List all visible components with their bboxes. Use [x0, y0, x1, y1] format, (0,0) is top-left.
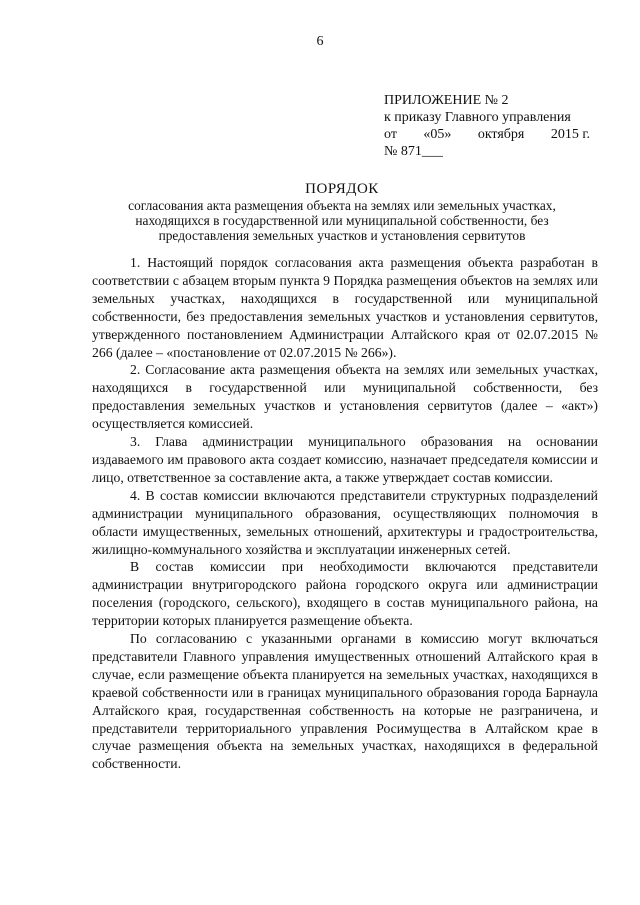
- paragraph: В состав комиссии при необходимости включаются представители администрации внутригородского района городского округа или администрации поселения (городского, сельского), входящего в состав муниципального района, на территории которых планируется размещение объекта.: [92, 559, 598, 629]
- paragraph: 3. Глава администрации муниципального образования на основании издаваемого им правового акта создает комиссию, назначает председателя комиссии и лицо, ответственное за составление акта, а также утверждает состав комиссии.: [92, 434, 598, 485]
- page-number: 6: [316, 34, 324, 49]
- appendix-number: № 871___: [384, 144, 443, 159]
- document-body: [92, 254, 598, 773]
- appendix-order-reference: к приказу Главного управления: [384, 110, 571, 125]
- date-prefix: от: [384, 127, 397, 142]
- paragraph: 1. Настоящий порядок согласования акта размещения объекта разработан в соответствии с абзацем вторым пункта 9 Порядка размещения объектов на землях или земельных участках, находящихся в государственной или муниципальной собственности, без предоставления земельных участков и установления сервитутов, утвержденного постановлением Администрации Алтайского края от 02.07.2015 № 266 (далее – «постановление от 02.07.2015 № 266»).: [92, 255, 598, 360]
- date-day: «05»: [423, 127, 452, 142]
- paragraph: 4. В состав комиссии включаются представители структурных подразделений администрации муниципального образования, осуществляющих полномочия в области имущественных, земельных отношений, архитектуры и градостроительства, жилищно-коммунального хозяйства и эксплуатации инженерных сетей.: [92, 487, 598, 557]
- date-month: октября: [477, 127, 525, 142]
- appendix-block: [384, 92, 590, 160]
- appendix-date: [384, 126, 590, 143]
- paragraph: 2. Согласование акта размещения объекта на землях или земельных участках, находящихся в государственной или муниципальной собственности, без предоставления земельных участков и установления сервитутов (далее – «акт») осуществляется комиссией.: [92, 362, 598, 432]
- appendix-title: ПРИЛОЖЕНИЕ № 2: [384, 93, 509, 108]
- document-heading: [92, 180, 592, 243]
- document-subtitle: согласования акта размещения объекта на землях или земельных участках, находящихся в государственной или муниципальной собственности, без предоставления земельных участков и установления сервитутов: [128, 198, 556, 243]
- paragraph: По согласованию с указанными органами в комиссию могут включаться представители Главного управления имущественных отношений Алтайского края в случае, если размещение объекта планируется на земельных участках, находящихся в краевой собственности или в границах муниципального образования города Барнаула Алтайского края, государственная собственность на которые не разграничена, и представители территориального управления Росимущества в Алтайском крае в случае размещения объекта на земельных участках, находящихся в федеральной собственности.: [92, 631, 598, 772]
- document-title: ПОРЯДОК: [305, 181, 379, 197]
- date-year: 2015 г.: [550, 127, 590, 142]
